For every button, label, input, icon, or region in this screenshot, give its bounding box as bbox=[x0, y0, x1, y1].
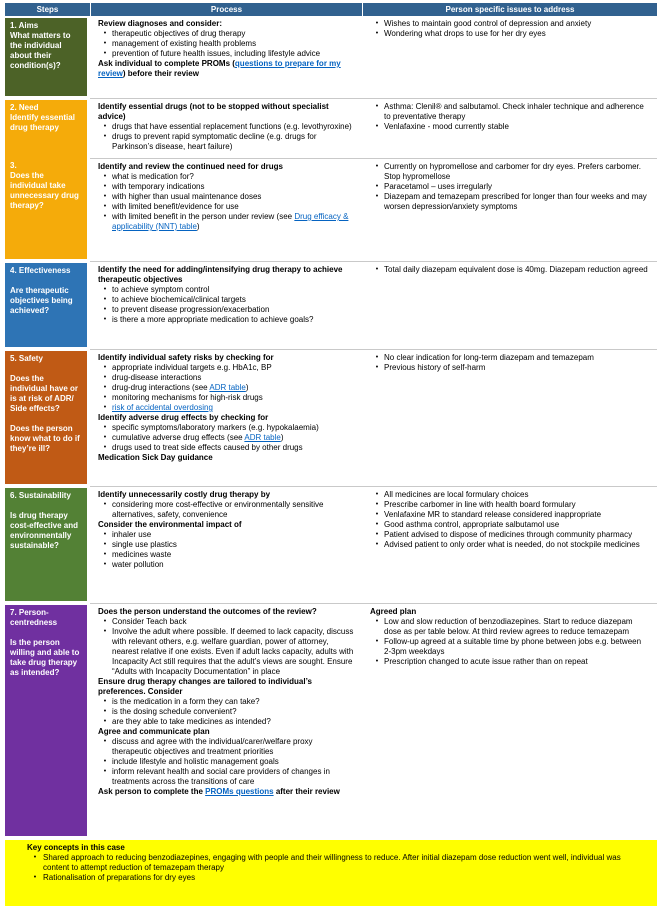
bullet-marker: • bbox=[103, 618, 107, 625]
bullet-text: with limited benefit/evidence for use bbox=[112, 202, 239, 211]
bullet-marker: • bbox=[103, 768, 107, 775]
step-cell bbox=[5, 486, 90, 603]
step-text-line: Is the person willing and able to take drug therapy as intended? bbox=[10, 638, 80, 677]
bullet-item bbox=[98, 172, 356, 182]
bullet-marker: • bbox=[103, 708, 107, 715]
key-concepts-panel bbox=[5, 840, 657, 906]
bullet-text: Diazepam and temazepam prescribed for longer than four weeks and may worsen depression/anxiety symptoms bbox=[384, 192, 647, 211]
inline-link[interactable]: risk of accidental overdosing bbox=[112, 403, 213, 412]
bullet-item bbox=[98, 305, 356, 315]
bullet-text: Advised patient to only order what is needed, do not stockpile medicines bbox=[384, 540, 640, 549]
bullet-item bbox=[370, 617, 651, 637]
bullet-item bbox=[98, 617, 356, 627]
bullet-text: include lifestyle and holistic management goals bbox=[112, 757, 279, 766]
bullet-marker: • bbox=[375, 266, 379, 273]
bullet-item bbox=[370, 29, 651, 39]
bullet-item bbox=[98, 122, 356, 132]
process-lead: Ask individual to complete PROMs (questions to prepare for my review) before their review bbox=[98, 59, 341, 78]
inline-link[interactable]: questions to prepare for my review bbox=[98, 59, 341, 78]
process-lead: Identify adverse drug effects by checking for bbox=[98, 413, 269, 422]
table-body bbox=[5, 16, 657, 838]
bullet-item bbox=[98, 540, 356, 550]
step-text-line bbox=[10, 501, 82, 511]
bullet-marker: • bbox=[375, 364, 379, 371]
bullet-marker: • bbox=[103, 434, 107, 441]
step-cell bbox=[5, 261, 90, 349]
bullet-marker: • bbox=[103, 364, 107, 371]
process-cell bbox=[90, 16, 362, 98]
bullet-marker: • bbox=[103, 203, 107, 210]
bullet-item bbox=[370, 192, 651, 212]
step-text-line: 2. Need bbox=[10, 103, 39, 112]
process-lead: Agree and communicate plan bbox=[98, 727, 210, 736]
bullet-text: Prescribe carbomer in line with health board formulary bbox=[384, 500, 576, 509]
bullet-item bbox=[98, 363, 356, 373]
bullet-item bbox=[370, 122, 651, 132]
inline-link[interactable]: Drug efficacy & applicability (NNT) table bbox=[112, 212, 349, 231]
bullet-item bbox=[98, 737, 356, 757]
bullet-text bbox=[112, 403, 356, 413]
table-header-row bbox=[5, 3, 657, 16]
process-cell bbox=[90, 603, 362, 838]
bullet-text: appropriate individual targets e.g. HbA1c, BP bbox=[112, 363, 272, 372]
bullet-marker: • bbox=[103, 50, 107, 57]
bullet-item bbox=[370, 657, 651, 667]
person-issues-cell bbox=[362, 158, 657, 261]
process-lead: Ask person to complete the PROMs questions after their review bbox=[98, 787, 340, 796]
bullet-marker: • bbox=[103, 133, 107, 140]
step-text-line: Does the individual take unnecessary drug therapy? bbox=[10, 171, 79, 210]
step-text-line: Are therapeutic objectives being achieved? bbox=[10, 286, 73, 315]
process-lead: Identify the need for adding/intensifying drug therapy to achieve therapeutic objectives bbox=[98, 265, 343, 284]
bullet-marker: • bbox=[103, 213, 107, 220]
bullet-marker: • bbox=[375, 123, 379, 130]
bullet-marker: • bbox=[103, 296, 107, 303]
process-cell bbox=[90, 486, 362, 603]
bullet-marker: • bbox=[103, 374, 107, 381]
bullet-marker: • bbox=[375, 103, 379, 110]
bullet-text: drug-disease interactions bbox=[112, 373, 202, 382]
bullet-marker: • bbox=[33, 854, 37, 861]
process-cell bbox=[90, 158, 362, 261]
key-concept-text: Shared approach to reducing benzodiazepines, engaging with people and their willingness to reduce. After initial diazepam dose reduction went well, individual was content to attempt reduction of temazepam therapy bbox=[43, 853, 621, 872]
bullet-text: inhaler use bbox=[112, 530, 152, 539]
person-issues-cell bbox=[362, 261, 657, 349]
step-text-line: 1. Aims bbox=[10, 21, 39, 30]
table-row-step-2 bbox=[5, 98, 657, 158]
bullet-marker: • bbox=[103, 424, 107, 431]
bullet-text: discuss and agree with the individual/carer/welfare proxy therapeutic objectives and treatment priorities bbox=[112, 737, 313, 756]
bullet-text: specific symptoms/laboratory markers (e.g. hypokalaemia) bbox=[112, 423, 319, 432]
bullet-marker: • bbox=[103, 183, 107, 190]
bullet-item bbox=[98, 707, 356, 717]
bullet-text: is the dosing schedule convenient? bbox=[112, 707, 237, 716]
step-cell bbox=[5, 98, 90, 158]
bullet-text: Previous history of self-harm bbox=[384, 363, 486, 372]
bullet-text: management of existing health problems bbox=[112, 39, 257, 48]
bullet-marker: • bbox=[375, 511, 379, 518]
bullet-marker: • bbox=[375, 541, 379, 548]
bullet-text: Prescription changed to acute issue rather than on repeat bbox=[384, 657, 588, 666]
bullet-item bbox=[370, 19, 651, 29]
step-cell bbox=[5, 16, 90, 98]
bullet-marker: • bbox=[103, 718, 107, 725]
bullet-item bbox=[98, 550, 356, 560]
bullet-marker: • bbox=[103, 123, 107, 130]
bullet-text: considering more cost-effective or environmentally sensitive alternatives, safety, convenience bbox=[112, 500, 324, 519]
bullet-text: Patient advised to dispose of medicines through community pharmacy bbox=[384, 530, 633, 539]
process-lead: Medication Sick Day guidance bbox=[98, 453, 213, 462]
bullet-marker: • bbox=[103, 444, 107, 451]
process-lead: Ensure drug therapy changes are tailored to individual’s preferences. Consider bbox=[98, 677, 312, 696]
bullet-text: All medicines are local formulary choices bbox=[384, 490, 529, 499]
bullet-marker: • bbox=[375, 354, 379, 361]
bullet-text: Wishes to maintain good control of depression and anxiety bbox=[384, 19, 592, 28]
process-lead: Review diagnoses and consider: bbox=[98, 19, 223, 28]
bullet-text: Venlafaxine - mood currently stable bbox=[384, 122, 509, 131]
bullet-marker: • bbox=[375, 20, 379, 27]
bullet-marker: • bbox=[375, 183, 379, 190]
step-color-block bbox=[5, 263, 87, 347]
bullet-text: Good asthma control, appropriate salbutamol use bbox=[384, 520, 560, 529]
bullet-item bbox=[370, 520, 651, 530]
inline-link[interactable]: ADR table bbox=[209, 383, 246, 392]
bullet-marker: • bbox=[103, 698, 107, 705]
bullet-item bbox=[370, 540, 651, 550]
bullet-text: are they able to take medicines as intended? bbox=[112, 717, 271, 726]
step-color-block bbox=[5, 351, 87, 484]
bullet-marker: • bbox=[375, 638, 379, 645]
bullet-text: to prevent disease progression/exacerbation bbox=[112, 305, 270, 314]
person-issues-cell bbox=[362, 603, 657, 838]
step-text-line: Does the person know what to do if they’re ill? bbox=[10, 424, 80, 453]
bullet-item bbox=[98, 315, 356, 325]
table-row-step-7 bbox=[5, 603, 657, 838]
bullet-marker: • bbox=[103, 394, 107, 401]
inline-link[interactable]: PROMs questions bbox=[205, 787, 274, 796]
bullet-marker: • bbox=[103, 384, 107, 391]
table-row-step-6 bbox=[5, 486, 657, 603]
step-color-block bbox=[5, 100, 87, 158]
process-lead: Identify individual safety risks by checking for bbox=[98, 353, 274, 362]
bullet-marker: • bbox=[33, 874, 37, 881]
bullet-text: drugs that have essential replacement functions (e.g. levothyroxine) bbox=[112, 122, 352, 131]
bullet-marker: • bbox=[375, 163, 379, 170]
bullet-text: what is medication for? bbox=[112, 172, 194, 181]
bullet-text: is the medication in a form they can take? bbox=[112, 697, 260, 706]
bullet-item bbox=[370, 353, 651, 363]
table-row-step-3 bbox=[5, 158, 657, 261]
bullet-item bbox=[98, 530, 356, 540]
step-text-line: Does the individual have or is at risk of ADR/ Side effects? bbox=[10, 374, 79, 413]
bullet-item bbox=[98, 295, 356, 305]
bullet-marker: • bbox=[103, 30, 107, 37]
step-text-line bbox=[10, 364, 82, 374]
person-issues-cell bbox=[362, 349, 657, 486]
step-text-line: 4. Effectiveness bbox=[10, 266, 71, 275]
bullet-item bbox=[98, 423, 356, 433]
bullet-text: to achieve symptom control bbox=[112, 285, 210, 294]
bullet-marker: • bbox=[103, 758, 107, 765]
bullet-marker: • bbox=[375, 491, 379, 498]
step-text-line: What matters to the individual about their condition(s)? bbox=[10, 31, 71, 70]
step-color-block bbox=[5, 605, 87, 836]
bullet-item bbox=[98, 767, 356, 787]
bullet-text: with limited benefit in the person under review (see Drug efficacy & applicability (NNT) table) bbox=[112, 212, 349, 231]
column-header-person-issues: Person specific issues to address bbox=[362, 3, 657, 16]
bullet-text: Wondering what drops to use for her dry eyes bbox=[384, 29, 546, 38]
bullet-item bbox=[98, 49, 356, 59]
bullet-marker: • bbox=[375, 501, 379, 508]
bullet-marker: • bbox=[103, 316, 107, 323]
bullet-text: Involve the adult where possible. If deemed to lack capacity, discuss with relevant others, e.g. welfare guardian, power of attorney, nearest relative if one exists. Even if adult lacks capacity, adults with Incapacity Act still requires that the adult’s views are sought. Ensure “Adults with Incapacity Documentation” in place bbox=[112, 627, 354, 676]
bullet-item bbox=[98, 403, 356, 413]
bullet-item bbox=[98, 560, 356, 570]
step-cell bbox=[5, 603, 90, 838]
bullet-text: Consider Teach back bbox=[112, 617, 187, 626]
bullet-item bbox=[370, 510, 651, 520]
bullet-item bbox=[370, 490, 651, 500]
bullet-marker: • bbox=[375, 618, 379, 625]
bullet-text: Follow-up agreed at a suitable time by phone between jobs e.g. between 2-3pm weekdays bbox=[384, 637, 642, 656]
bullet-item bbox=[370, 637, 651, 657]
bullet-item bbox=[98, 717, 356, 727]
step-text-line: 5. Safety bbox=[10, 354, 43, 363]
bullet-marker: • bbox=[103, 173, 107, 180]
bullet-text: Currently on hypromellose and carbomer for dry eyes. Prefers carbomer. Stop hypromellose bbox=[384, 162, 641, 181]
process-lead: Consider the environmental impact of bbox=[98, 520, 242, 529]
bullet-item bbox=[98, 697, 356, 707]
bullet-item bbox=[98, 132, 356, 152]
bullet-text: drugs to prevent rapid symptomatic decline (e.g. drugs for Parkinson’s disease, heart failure) bbox=[112, 132, 317, 151]
bullet-item bbox=[370, 530, 651, 540]
bullet-text: No clear indication for long-term diazepam and temazepam bbox=[384, 353, 594, 362]
table-row-step-1 bbox=[5, 16, 657, 98]
bullet-marker: • bbox=[103, 541, 107, 548]
bullet-item bbox=[98, 500, 356, 520]
bullet-item bbox=[98, 39, 356, 49]
bullet-text: monitoring mechanisms for high-risk drugs bbox=[112, 393, 263, 402]
bullet-text: Total daily diazepam equivalent dose is 40mg. Diazepam reduction agreed bbox=[384, 265, 648, 274]
bullet-item bbox=[98, 285, 356, 295]
step-text-line bbox=[10, 414, 82, 424]
key-concepts-list bbox=[27, 853, 647, 883]
bullet-item bbox=[370, 162, 651, 182]
step-color-block bbox=[5, 488, 87, 601]
table-row-step-4 bbox=[5, 261, 657, 349]
bullet-item bbox=[98, 383, 356, 393]
step-text-line: 6. Sustainability bbox=[10, 491, 71, 500]
bullet-item bbox=[370, 265, 651, 275]
bullet-marker: • bbox=[375, 193, 379, 200]
bullet-marker: • bbox=[103, 628, 107, 635]
key-concept-item bbox=[27, 873, 647, 883]
bullet-text: is there a more appropriate medication to achieve goals? bbox=[112, 315, 314, 324]
bullet-text: cumulative adverse drug effects (see ADR table) bbox=[112, 433, 284, 442]
table-row-step-5 bbox=[5, 349, 657, 486]
bullet-marker: • bbox=[103, 193, 107, 200]
bullet-marker: • bbox=[375, 658, 379, 665]
step-text-line: 7. Person-centredness bbox=[10, 608, 58, 627]
process-cell bbox=[90, 98, 362, 158]
bullet-text: drugs used to treat side effects caused by other drugs bbox=[112, 443, 303, 452]
process-lead: Identify and review the continued need for drugs bbox=[98, 162, 283, 171]
bullet-text: Low and slow reduction of benzodiazepines. Start to reduce diazepam dose as per table below. At third review agrees to reduce temazepam bbox=[384, 617, 633, 636]
bullet-marker: • bbox=[103, 501, 107, 508]
bullet-text: prevention of future health issues, including lifestyle advice bbox=[112, 49, 321, 58]
step-text-line: Identify essential drug therapy bbox=[10, 113, 75, 132]
step-color-block bbox=[5, 18, 87, 96]
bullet-text: with higher than usual maintenance doses bbox=[112, 192, 262, 201]
person-issues-cell bbox=[362, 486, 657, 603]
bullet-item bbox=[370, 500, 651, 510]
key-concept-text: Rationalisation of preparations for dry eyes bbox=[43, 873, 196, 882]
bullet-text: inform relevant health and social care providers of changes in treatments across the transitions of care bbox=[112, 767, 330, 786]
step-cell bbox=[5, 349, 90, 486]
bullet-item bbox=[98, 393, 356, 403]
bullet-marker: • bbox=[103, 738, 107, 745]
bullet-marker: • bbox=[375, 531, 379, 538]
step-color-block bbox=[5, 158, 87, 259]
bullet-item bbox=[98, 443, 356, 453]
bullet-text: Asthma: Clenil® and salbutamol. Check inhaler technique and adherence to preventative therapy bbox=[384, 102, 644, 121]
person-issues-cell bbox=[362, 98, 657, 158]
bullet-text: Venlafaxine MR to standard release considered inappropriate bbox=[384, 510, 602, 519]
key-concept-item bbox=[27, 853, 647, 873]
bullet-marker: • bbox=[103, 306, 107, 313]
bullet-marker: • bbox=[375, 30, 379, 37]
process-cell bbox=[90, 349, 362, 486]
inline-link[interactable]: ADR table bbox=[244, 433, 281, 442]
bullet-text: to achieve biochemical/clinical targets bbox=[112, 295, 246, 304]
bullet-text: Paracetamol – uses irregularly bbox=[384, 182, 493, 191]
bullet-marker: • bbox=[103, 40, 107, 47]
step-text-line: Is drug therapy cost-effective and environmentally sustainable? bbox=[10, 511, 79, 550]
bullet-item bbox=[98, 627, 356, 677]
bullet-item bbox=[98, 192, 356, 202]
bullet-marker: • bbox=[103, 286, 107, 293]
bullet-item bbox=[98, 433, 356, 443]
bullet-marker: • bbox=[103, 561, 107, 568]
process-lead: Identify unnecessarily costly drug therapy by bbox=[98, 490, 271, 499]
process-lead: Does the person understand the outcomes of the review? bbox=[98, 607, 317, 616]
key-concepts-title: Key concepts in this case bbox=[27, 843, 125, 852]
bullet-item bbox=[370, 363, 651, 373]
bullet-marker: • bbox=[103, 531, 107, 538]
person-issues-cell bbox=[362, 16, 657, 98]
bullet-item bbox=[98, 373, 356, 383]
process-cell bbox=[90, 261, 362, 349]
column-header-steps: Steps bbox=[5, 3, 90, 16]
bullet-marker: • bbox=[375, 521, 379, 528]
bullet-item bbox=[98, 202, 356, 212]
step-text-line bbox=[10, 628, 82, 638]
bullet-marker: • bbox=[103, 551, 107, 558]
column-header-process: Process bbox=[90, 3, 362, 16]
bullet-item bbox=[98, 757, 356, 767]
bullet-item bbox=[370, 102, 651, 122]
process-lead: Identify essential drugs (not to be stopped without specialist advice) bbox=[98, 102, 329, 121]
step-text-line: 3. bbox=[10, 161, 17, 170]
person-lead: Agreed plan bbox=[370, 607, 417, 616]
step-cell bbox=[5, 158, 90, 261]
bullet-text: therapeutic objectives of drug therapy bbox=[112, 29, 246, 38]
bullet-text: medicines waste bbox=[112, 550, 172, 559]
bullet-item bbox=[370, 182, 651, 192]
bullet-marker: • bbox=[103, 404, 107, 411]
bullet-text: water pollution bbox=[112, 560, 164, 569]
bullet-item bbox=[98, 212, 356, 232]
bullet-text: with temporary indications bbox=[112, 182, 205, 191]
step-text-line bbox=[10, 276, 82, 286]
bullet-text: single use plastics bbox=[112, 540, 177, 549]
bullet-text: drug-drug interactions (see ADR table) bbox=[112, 383, 249, 392]
bullet-item bbox=[98, 29, 356, 39]
bullet-item bbox=[98, 182, 356, 192]
